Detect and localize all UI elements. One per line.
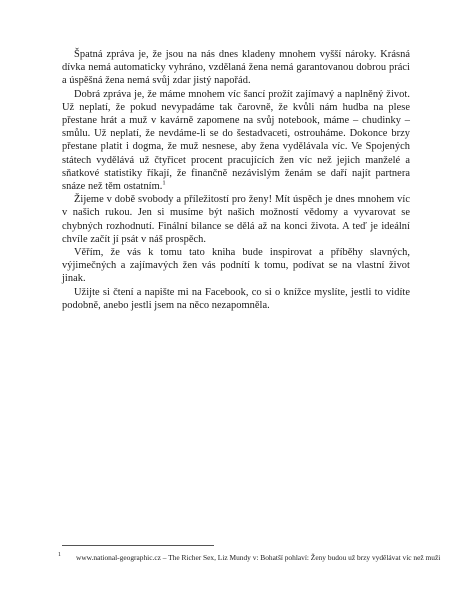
body-text bbox=[62, 48, 410, 312]
paragraph-text: Dobrá zpráva je, že máme mnohem víc šancí prožít zajímavý a naplněný život. Už neplatí, že pokud nevypadáme tak čarovně, že kvůli nám hudba na plese přestane hrát a muž v kavárně zapomene na svůj notebook, máme – chudinky – smůlu. Už neplatí, že nevdáme-li se do šestadvaceti, ostrouháme. Dokonce brzy přestane platit i dogma, že muž nesnese, aby žena vydělávala víc. Ve Spojených státech vydělává už čtyřicet procent pracujících žen víc než jejich manželé a sňatkové statistiky říkají, že finančně nezávislým ženám se daří najít partnera snáze než těm ostatním. bbox=[62, 88, 410, 193]
paragraph-text: Špatná zpráva je, že jsou na nás dnes kladeny mnohem vyšší nároky. Krásná dívka nemá automaticky vyhráno, vzdělaná žena nemá garantovanou dobrou práci a úspěšná žena nemá svůj zdar jistý napořád. bbox=[62, 49, 410, 87]
paragraph-inspiration bbox=[62, 246, 410, 286]
footnote-reference[interactable]: 1 bbox=[162, 179, 166, 187]
paragraph-bad-news bbox=[62, 48, 410, 88]
paragraph-text: Věřím, že vás k tomu tato kniha bude inspirovat a příběhy slavných, výjimečných a zajímavých žen vás podnítí k tomu, podívat se na vlastní život jinak. bbox=[62, 247, 410, 285]
paragraph-good-news bbox=[62, 88, 410, 194]
footnote-area bbox=[58, 545, 452, 563]
footnote-marker: 1 bbox=[58, 552, 61, 558]
footnote-divider bbox=[62, 545, 214, 546]
footnote-text: www.national-geographic.cz – The Richer Sex, Liz Mundy v: Bohatší pohlaví: Ženy budou už brzy vydělávat víc než muži bbox=[76, 553, 441, 562]
paragraph-freedom bbox=[62, 193, 410, 246]
paragraph-text: Žijeme v době svobody a příležitostí pro ženy! Mít úspěch je dnes mnohem víc v našich rukou. Jen si musíme být našich možností vědomy a vyvarovat se chybných rozhodnutí. Finální bilance se dělá až na konci života. A teď je ideální chvíle začít jí psát v náš prospěch. bbox=[62, 194, 410, 245]
footnote bbox=[58, 552, 452, 563]
paragraph-facebook bbox=[62, 286, 410, 312]
paragraph-text: Užijte si čtení a napište mi na Facebook, co si o knížce myslíte, jestli to vidíte podobně, anebo jestli jsem na něco nezapomněla. bbox=[62, 286, 410, 311]
